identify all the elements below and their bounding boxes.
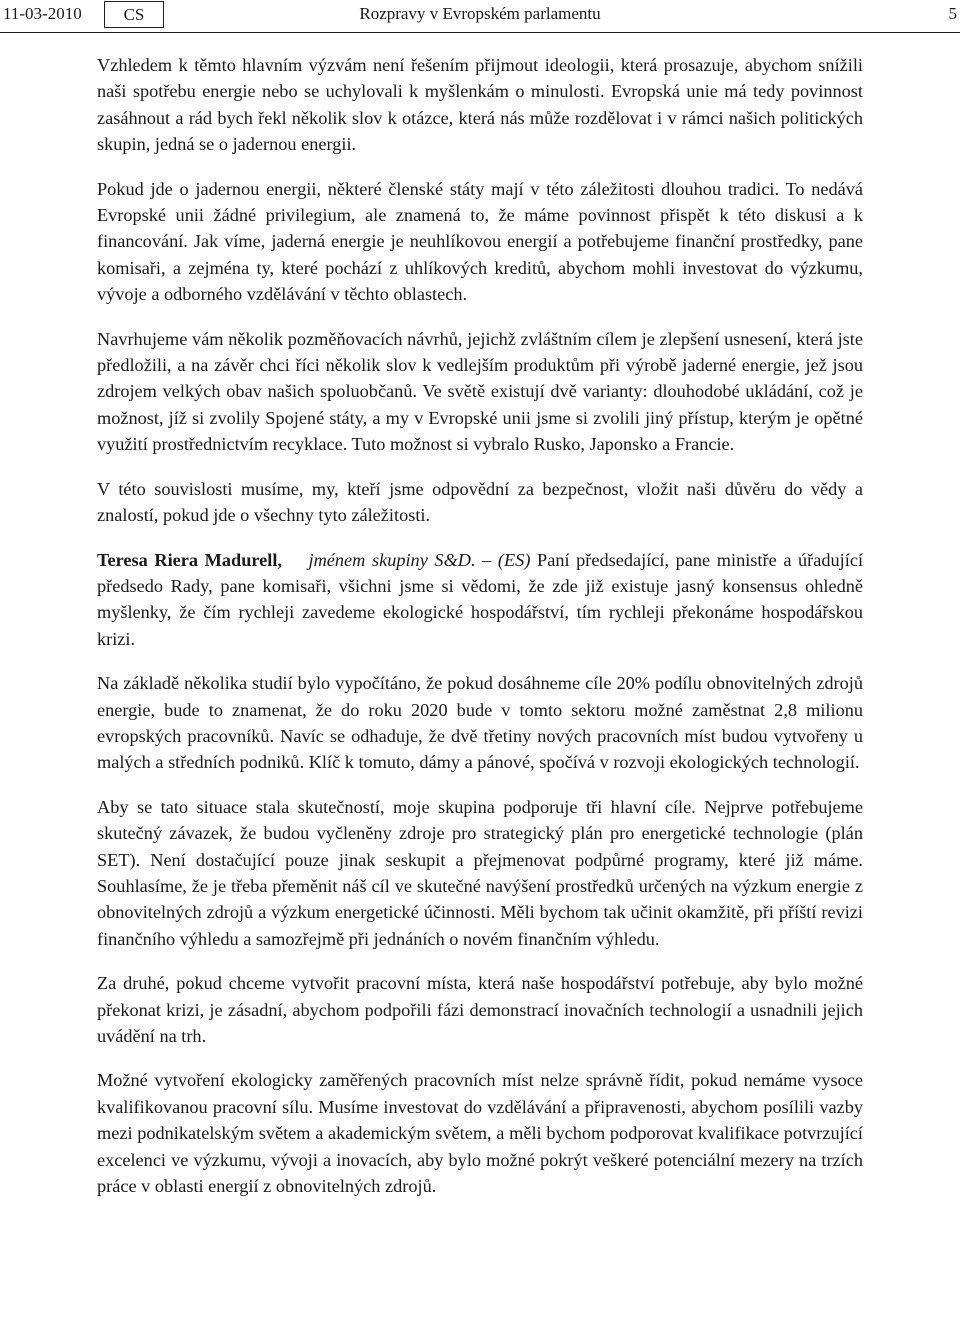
header-title: Rozpravy v Evropském parlamentu bbox=[359, 4, 601, 23]
paragraph: Navrhujeme vám několik pozměňovacích návrhů, jejichž zvláštním cílem je zlepšení usnesení, která jste předložili, a na závěr chci říci několik slov k vedlejším produktům při výrobě jaderné energie, jež jsou zdrojem velkých obav našich spoluobčanů. Ve světě existují dvě varianty: dlouhodobé ukládání, což je možnost, jíž si zvolily Spojené státy, a my v Evropské unii jsme si zvolili jiný přístup, kterým je opětné využití prostřednictvím recyklace. Tuto možnost si vybralo Rusko, Japonsko a Francie. bbox=[97, 328, 863, 455]
paragraph: Za druhé, pokud chceme vytvořit pracovní místa, která naše hospodářství potřebuje, aby bylo možné překonat krizi, je zásadní, abychom podpořili fázi demonstrací inovačních technologií a usnadnili jejich uvádění na trh. bbox=[97, 973, 863, 1046]
header-date: 11-03-2010 bbox=[3, 4, 82, 23]
paragraph: Pokud jde o jadernou energii, některé členské státy mají v této záležitosti dlouhou tradici. To nedává Evropské unii žádné privilegium, ale znamená to, že máme povinnost přispět k této diskusi a k financování. Jak víme, jaderná energie je neuhlíkovou energií a potřebujeme finanční prostředky, pane komisaři, a zejména ty, které pochází z uhlíkových kreditů, abychom mohli investovat do výzkumu, vývoje a odborného vzdělávání v těchto oblastech. bbox=[97, 178, 863, 305]
page-number: 5 bbox=[948, 4, 957, 23]
paragraph: Vzhledem k těmto hlavním výzvám není řešením přijmout ideologii, která prosazuje, abychom snížili naši spotřebu energie nebo se uchylovali k myšlenkám o minulosti. Evropská unie má tedy povinnost zasáhnout a rád bych řekl několik slov k otázce, která nás může rozdělovat i v rámci našich politických skupin, jedná se o jadernou energii. bbox=[97, 55, 863, 155]
paragraph: Aby se tato situace stala skutečností, moje skupina podporuje tři hlavní cíle. Nejprve potřebujeme skutečný závazek, že budou vyčleněny zdroje pro strategický plán pro energetické technologie (plán SET). Není dostačující pouze jinak seskupit a přejmenovat podpůrné programy, které již máme. Souhlasíme, že je třeba přeměnit náš cíl ve skutečné navýšení prostředků určených na výzkum energie z obnovitelných zdrojů a výzkum energetické účinnosti. Měli bychom tak učinit okamžitě, při příští revizi finančního výhledu a samozřejmě při jednáních o novém finančním výhledu. bbox=[97, 796, 863, 949]
paragraph: V této souvislosti musíme, my, kteří jsme odpovědní za bezpečnost, vložit naši důvěru do vědy a znalostí, pokud jde o všechny tyto záležitosti. bbox=[97, 478, 863, 526]
speaker-name: Teresa Riera Madurell, bbox=[97, 549, 283, 570]
page-header bbox=[0, 0, 960, 33]
language-badge: CS bbox=[104, 1, 164, 28]
speech-paragraph bbox=[97, 547, 863, 653]
speech-text: Paní předsedající, pane ministře a úřadující předsedo Rady, pane komisaři, všichni jsme si vědomi, že zde již existuje jasný konsensus ohledně myšlenky, že čím rychleji zavedeme ekologické hospodářství, tím rychleji překonáme hospodářskou krizi. bbox=[97, 549, 864, 649]
speaker-role: jménem skupiny S&D. – (ES) bbox=[308, 549, 531, 570]
paragraph: Na základě několika studií bylo vypočítáno, že pokud dosáhneme cíle 20% podílu obnovitelných zdrojů energie, bude to znamenat, že do roku 2020 bude v tomto sektoru možné zaměstnat 2,8 milionu evropských pracovníků. Navíc se odhaduje, že dvě třetiny nových pracovních míst budou vytvořeny u malých a středních podniků. Klíč k tomuto, dámy a pánové, spočívá v rozvoji ekologických technologií. bbox=[97, 673, 863, 773]
paragraph: Možné vytvoření ekologicky zaměřených pracovních míst nelze správně řídit, pokud nemáme vysoce kvalifikovanou pracovní sílu. Musíme investovat do vzdělávání a připravenosti, abychom posílili vazby mezi podnikatelským světem a akademickým světem, a měli bychom podporovat kvalifikace potvrzující excelenci ve výzkumu, vývoji a inovacích, aby bylo možné pokrýt veškeré potenciální mezery na trzích práce v oblasti energií z obnovitelných zdrojů. bbox=[97, 1070, 863, 1197]
document-body bbox=[97, 52, 863, 1217]
